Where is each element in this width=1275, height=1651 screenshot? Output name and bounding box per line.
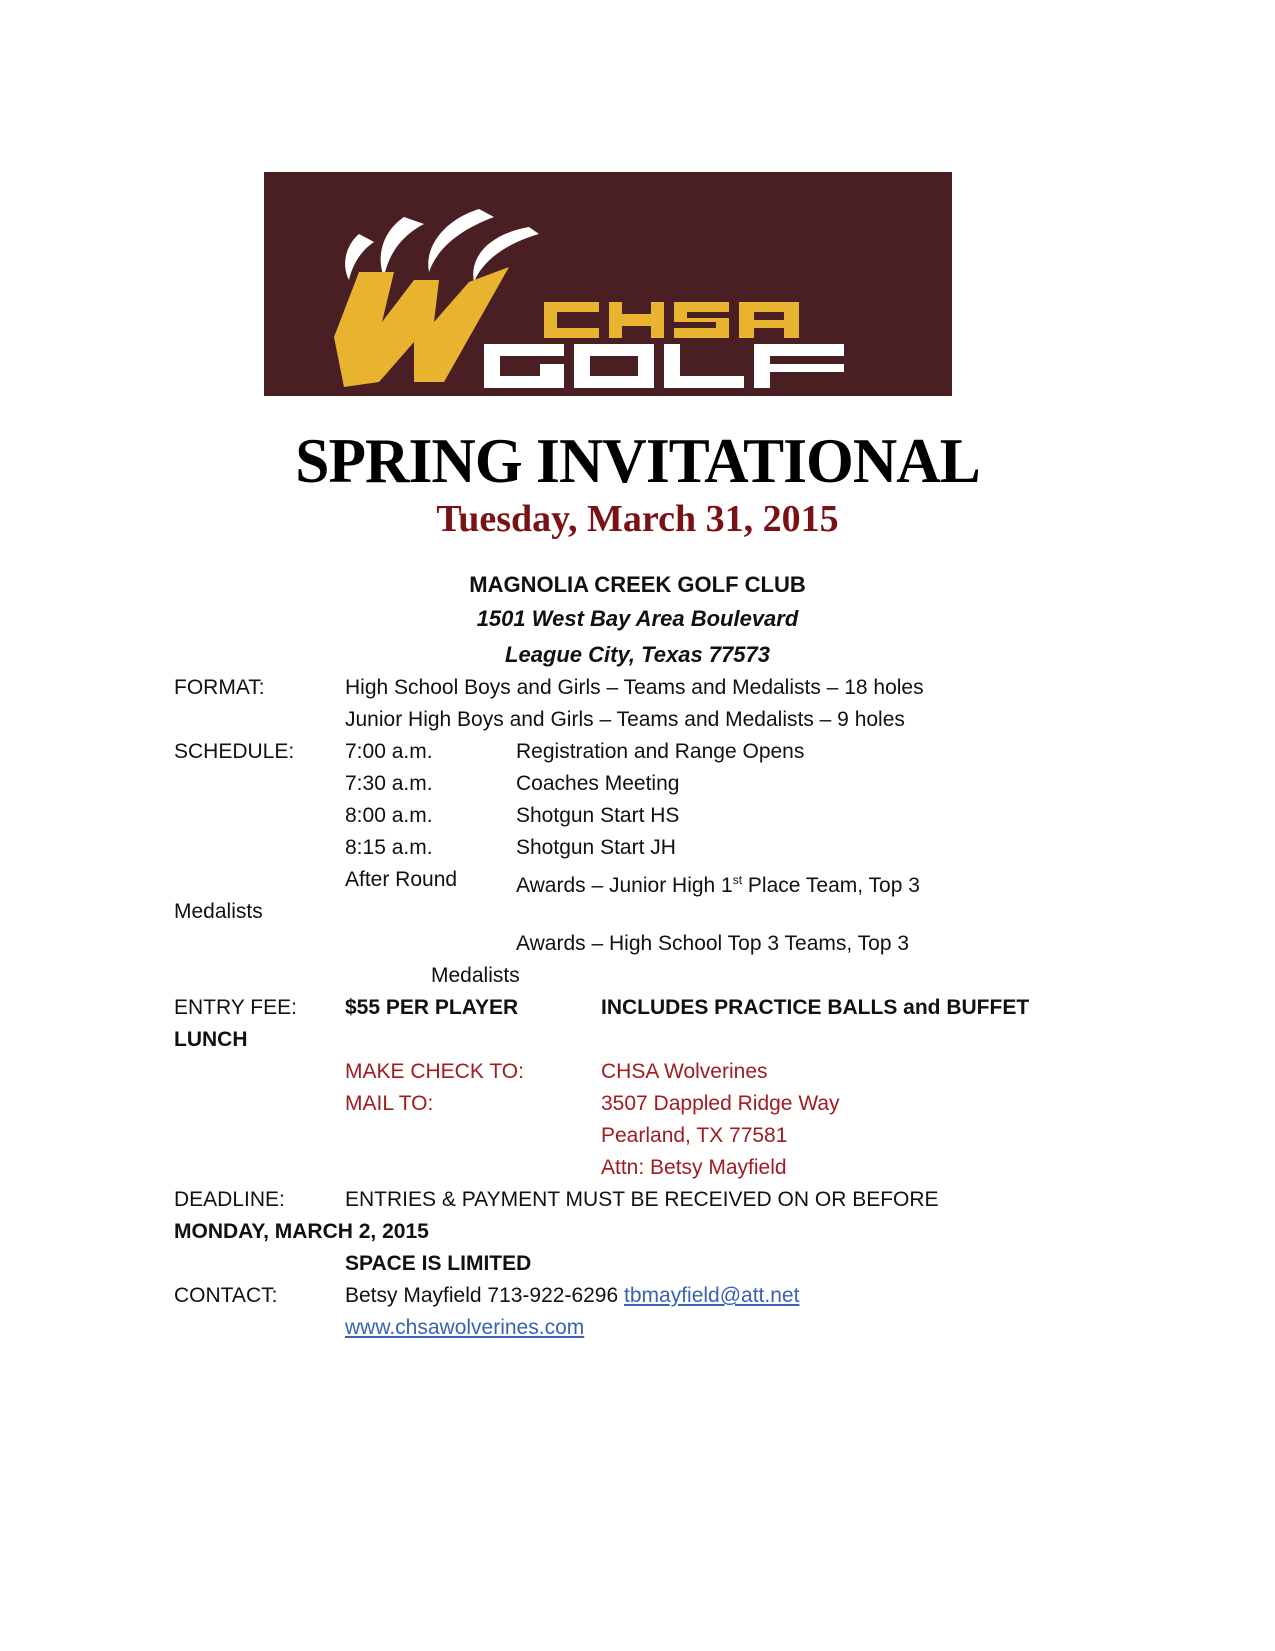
schedule-event-wrap: Medalists [174, 900, 263, 923]
deadline-date: MONDAY, MARCH 2, 2015 [174, 1220, 429, 1243]
entry-fee-includes: INCLUDES PRACTICE BALLS and BUFFET [601, 996, 1030, 1019]
space-limited-note: SPACE IS LIMITED [345, 1252, 532, 1275]
schedule-event: Shotgun Start JH [516, 836, 676, 859]
contact-label: CONTACT: [174, 1284, 278, 1307]
format-line-jh: Junior High Boys and Girls – Teams and Medalists – 9 holes [345, 708, 905, 731]
event-title: SPRING INVITATIONAL [295, 425, 980, 496]
venue-city: League City, Texas 77573 [505, 642, 770, 667]
schedule-time: 8:00 a.m. [345, 804, 433, 827]
ordinal-suffix: st [732, 873, 743, 887]
entry-fee-amount: $55 PER PLAYER [345, 996, 519, 1019]
contact-email-link[interactable]: tbmayfield@att.net [624, 1284, 800, 1307]
website-link[interactable]: www.chsawolverines.com [345, 1316, 585, 1339]
awards-text: Awards – Junior High 1 [516, 874, 733, 897]
schedule-time: After Round [345, 868, 458, 891]
make-check-value: CHSA Wolverines [601, 1060, 768, 1083]
schedule-event: Registration and Range Opens [516, 740, 805, 763]
schedule-time: 7:30 a.m. [345, 772, 433, 795]
mail-to-label: MAIL TO: [345, 1092, 434, 1115]
format-label: FORMAT: [174, 676, 265, 699]
venue-street: 1501 West Bay Area Boulevard [476, 606, 799, 631]
schedule-event: Coaches Meeting [516, 772, 680, 795]
schedule-event-wrap: Medalists [431, 964, 520, 987]
schedule-event: Shotgun Start HS [516, 804, 680, 827]
format-line-hs: High School Boys and Girls – Teams and Medalists – 18 holes [345, 676, 924, 699]
deadline-label: DEADLINE: [174, 1188, 285, 1211]
venue-name: MAGNOLIA CREEK GOLF CLUB [469, 572, 806, 597]
wolverine-claw-icon [264, 172, 952, 396]
entry-fee-label: ENTRY FEE: [174, 996, 297, 1019]
entry-fee-includes-wrap: LUNCH [174, 1028, 248, 1051]
contact-name-phone: Betsy Mayfield 713-922-6296 [345, 1284, 619, 1307]
awards-text: Place Team, Top 3 [742, 874, 920, 897]
mail-address-line: Pearland, TX 77581 [601, 1124, 788, 1147]
contact-info [345, 1282, 799, 1310]
schedule-time: 8:15 a.m. [345, 836, 433, 859]
schedule-event-jh-awards [516, 866, 920, 900]
event-date: Tuesday, March 31, 2015 [436, 498, 839, 540]
schedule-time: 7:00 a.m. [345, 740, 433, 763]
schedule-label: SCHEDULE: [174, 740, 295, 763]
deadline-text: ENTRIES & PAYMENT MUST BE RECEIVED ON OR BEFORE [345, 1188, 939, 1211]
make-check-label: MAKE CHECK TO: [345, 1060, 524, 1083]
website-row [345, 1314, 584, 1342]
chsa-golf-logo [264, 172, 952, 396]
schedule-event-hs-awards: Awards – High School Top 3 Teams, Top 3 [516, 932, 910, 955]
mail-address-line: Attn: Betsy Mayfield [601, 1156, 787, 1179]
mail-address-line: 3507 Dappled Ridge Way [601, 1092, 840, 1115]
